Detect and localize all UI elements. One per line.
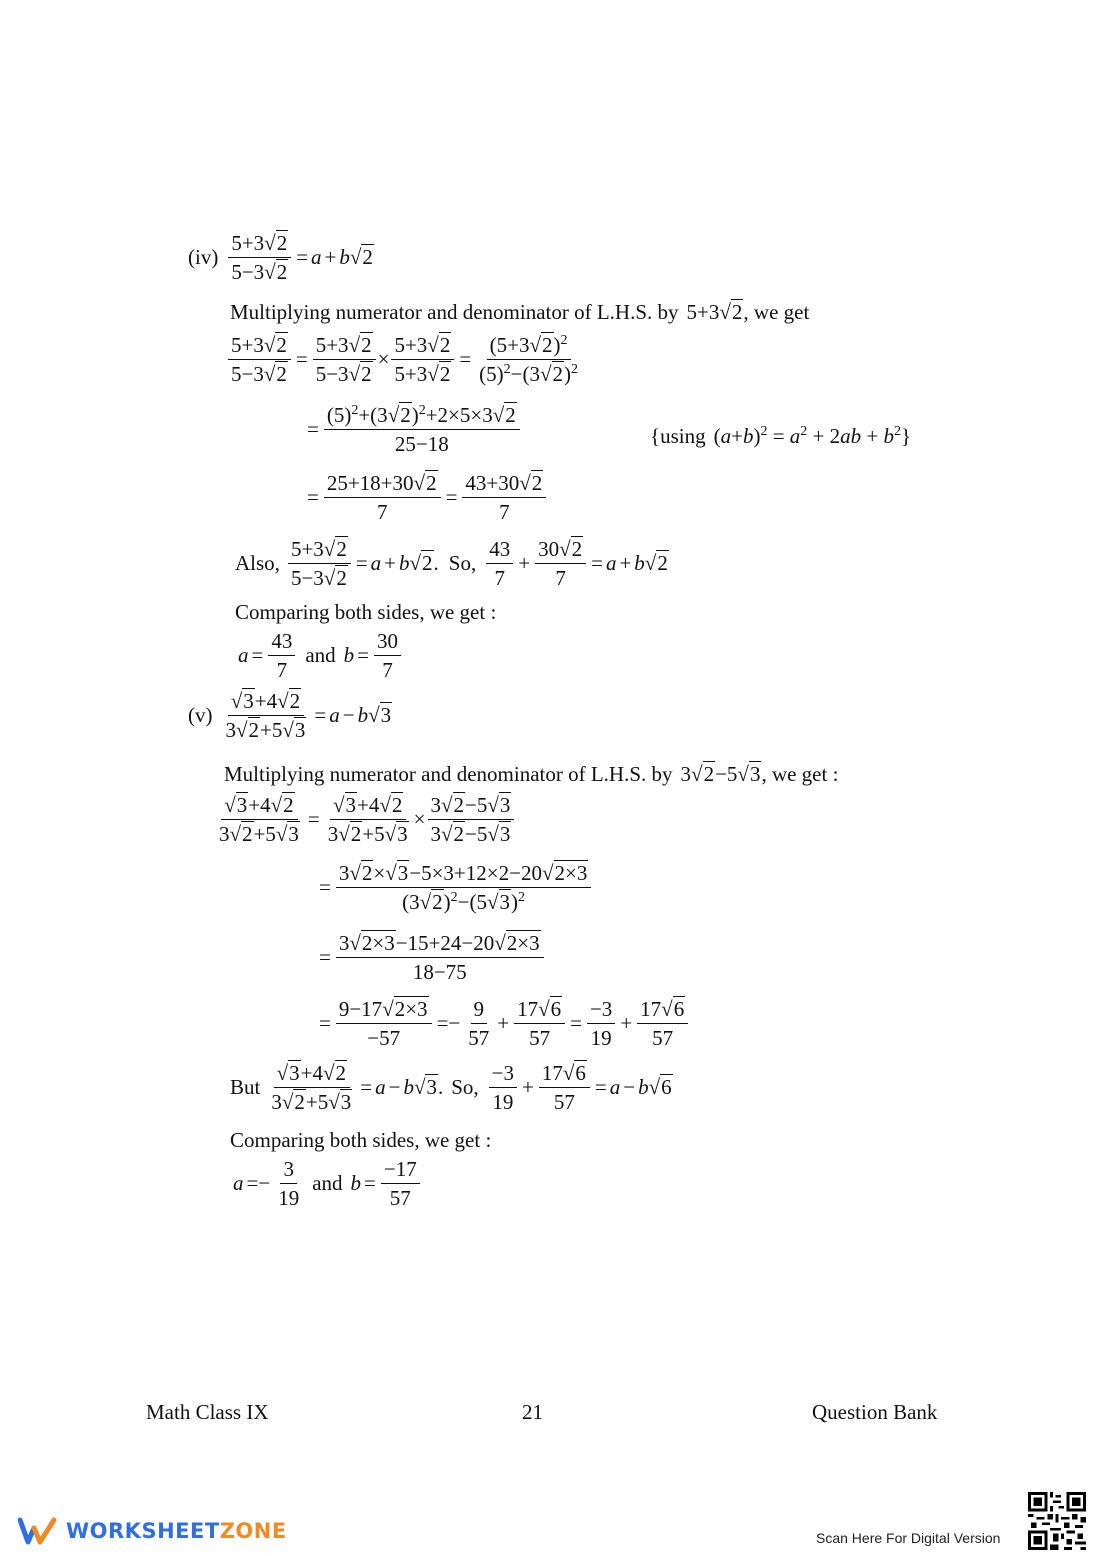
iv-intro-suffix: , we get xyxy=(743,300,810,324)
w-logo-icon xyxy=(18,1516,58,1546)
v-comparing: Comparing both sides, we get : xyxy=(230,1128,492,1152)
scan-text: Scan Here For Digital Version xyxy=(816,1530,1001,1546)
v-step3: = $\frac{3√2\times 3-15+24-20√2\times 3}{18-75}$ xyxy=(316,932,546,983)
v-step4: = $\frac{9-17√2\times 3}{-57}$ =− $\frac{9}{57}$ + $\frac{17√6}{57}$ = $\frac{-3}{19}$ + $\frac{17√6}{57}$ xyxy=(316,998,690,1049)
iv-intro-line: Multiplying numerator and denominator of L.H.S. by 5+3√2 , we get xyxy=(230,300,810,324)
iv-problem: (iv) $\frac{5+3√2}{5-3√2}$ = a + b √2 xyxy=(188,231,373,285)
v-but-line: But $\frac{√3+4√2}{3√2+5√3}$ = a − b √3 . So, $\frac{-3}{19}$ + $\frac{17√6}{57}$ = a − b √6 xyxy=(230,1061,672,1115)
iv-comparing: Comparing both sides, we get : xyxy=(235,600,497,624)
iv-also-line: Also, $\frac{5+3√2}{5-3√2}$ = a + b √2 . So, $\frac{43}{7}$ + $\frac{30√2}{7}$ = a + b √2 xyxy=(235,537,668,591)
footer-left: Math Class IX xyxy=(146,1400,269,1424)
page-number: 21 xyxy=(522,1400,543,1424)
v-problem: (v) $\frac{√3+4√2}{3√2+5√3}$ = a − b √3 xyxy=(188,689,392,743)
footer-right: Question Bank xyxy=(812,1400,938,1424)
iv-using-note: {using $(a+b)^2 = a^2 + 2ab + b^2$} xyxy=(650,424,912,448)
v-answer: a =− $\frac{3}{19}$ and b = $\frac{-17}{57}$ xyxy=(233,1158,422,1209)
v-intro-suffix: , we get : xyxy=(761,762,839,786)
iv-label: (iv) xyxy=(188,245,219,270)
also-label: Also, xyxy=(235,551,280,576)
v-step1: $\frac{√3+4√2}{3√2+5√3}$ = $\frac{√3+4√2}{3√2+5√3}$ × $\frac{3√2-5√3}{3√2-5√3}$ xyxy=(214,794,516,845)
using-label: {using xyxy=(650,424,706,448)
v-label: (v) xyxy=(188,703,213,728)
iv-step3: = $\frac{25+18+30√2}{7}$ = $\frac{43+30√2}{7}$ xyxy=(304,472,548,523)
v-step2: = $\frac{3√2\times√3-5\times 3+12\times 2-20√2\times 3}{(3√2)^2-(5√3)^2}$ xyxy=(316,862,593,913)
logo-text-part2: ZONE xyxy=(219,1519,287,1543)
logo-text-part1: WORKSHEET xyxy=(66,1519,220,1543)
logo-text xyxy=(66,1519,287,1543)
iv-intro-text: Multiplying numerator and denominator of L.H.S. by xyxy=(230,300,679,324)
worksheetzone-logo[interactable] xyxy=(18,1516,287,1546)
and-label: and xyxy=(312,1171,343,1196)
iv-step1: $\frac{5+3√2}{5-3√2}$ = $\frac{5+3√2}{5-3√2}$ × $\frac{5+3√2}{5+3√2}$ = $\frac{(5+3√2)^2}{(5)^2-(3√2)^2}$ xyxy=(226,334,583,385)
v-intro-text: Multiplying numerator and denominator of L.H.S. by xyxy=(224,762,673,786)
but-label: But xyxy=(230,1075,261,1100)
so-label: So, xyxy=(448,551,477,576)
so-label: So, xyxy=(451,1075,479,1100)
and-label: and xyxy=(305,643,336,668)
v-intro-line: Multiplying numerator and denominator of L.H.S. by 3√2−5√3 , we get : xyxy=(224,762,839,786)
iv-step2: = $\frac{(5)^2+(3√2)^2+2\times 5\times 3√2}{25-18}$ xyxy=(304,404,522,455)
qr-code-icon[interactable] xyxy=(1028,1492,1086,1550)
fraction: $\frac{5+3√2}{5-3√2}$ xyxy=(228,232,291,283)
iv-answer: a = $\frac{43}{7}$ and b = $\frac{30}{7}$ xyxy=(238,630,403,681)
